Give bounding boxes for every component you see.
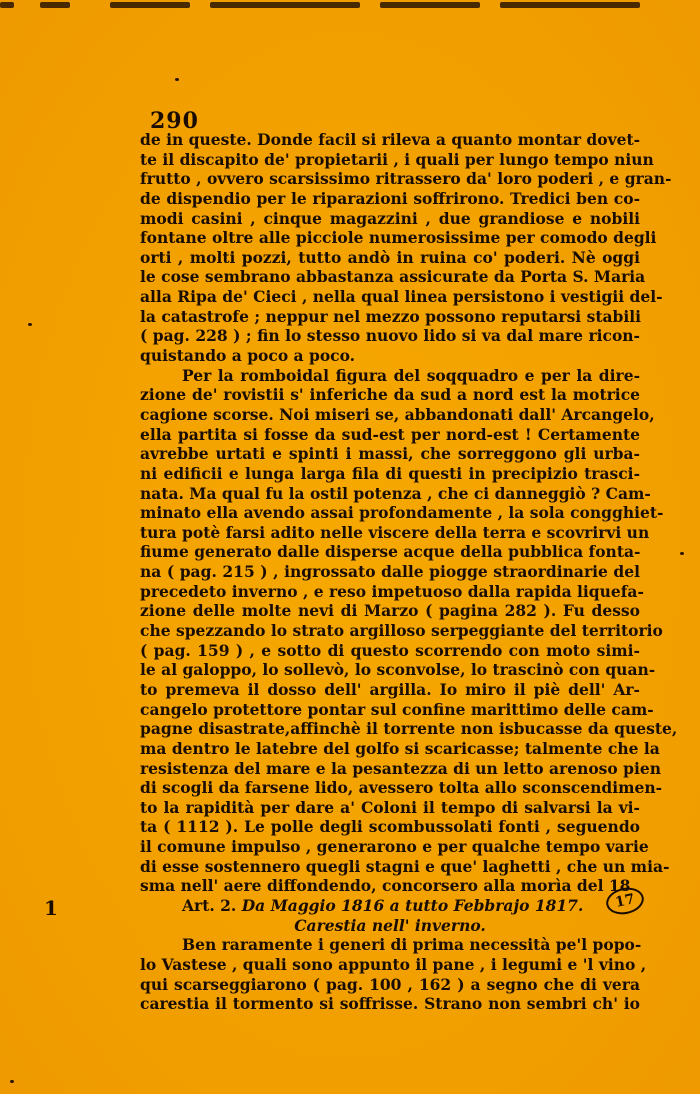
article-heading: [140, 896, 640, 916]
text-line: frutto , ovvero scarsissimo ritrassero da' loro poderi , e gran-: [140, 169, 672, 189]
text-line: Ben raramente i generi di prima necessità pe'l popo-: [182, 935, 642, 955]
text-line: che spezzando lo strato argilloso serpeggiante del territorio: [140, 621, 663, 641]
text-line: to premeva il dosso dell' argilla. Io miro il piè dell' Ar-: [140, 679, 640, 699]
text-line: na ( pag. 215 ) , ingrossato dalle piogge straordinarie del: [140, 562, 640, 582]
text-line: quistando a poco a poco.: [140, 346, 356, 366]
ink-speck: [28, 323, 32, 326]
text-line: te il discapito de' propietarii , i quali per lungo tempo niun: [140, 149, 654, 169]
text-line: carestia il tormento si soffrisse. Strano non sembri ch' io: [140, 994, 640, 1014]
text-line: orti , molti pozzi, tutto andò in ruina co' poderi. Nè oggi: [140, 247, 640, 267]
text-line: avrebbe urtati e spinti i massi, che sorreggono gli urba-: [140, 444, 640, 464]
text-line: de in queste. Donde facil si rileva a quanto montar dovet-: [140, 130, 641, 149]
text-line: fontane oltre alle picciole numerosissime per comodo degli: [140, 228, 657, 248]
ink-speck: [680, 552, 684, 555]
text-line: ( pag. 159 ) , e sotto di questo scorrendo con moto simi-: [140, 640, 640, 660]
text-line: cagione scorse. Noi miseri se, abbandonati dall' Arcangelo,: [140, 404, 655, 424]
ink-speck: [175, 78, 179, 81]
text-line: qui scarseggiarono ( pag. 100 , 162 ) a segno che di vera: [140, 974, 640, 994]
text-line: resistenza del mare e la pesantezza di un letto arenoso pien: [140, 758, 661, 778]
text-line: ( pag. 228 ) ; fin lo stesso nuovo lido si va dal mare ricon-: [140, 326, 640, 346]
circled-number-stamp: 17: [604, 884, 647, 917]
text-line: ma dentro le latebre del golfo si scaricasse; talmente che la: [140, 738, 660, 758]
text-line: ni edificii e lunga larga fila di questi in precipizio trasci-: [140, 463, 640, 483]
top-border-rule: [0, 0, 700, 14]
page-number: 290: [150, 108, 199, 134]
margin-mark: 1: [44, 896, 58, 920]
article-dates: Da Maggio 1816 a tutto Febbrajo 1817.: [241, 895, 584, 915]
text-line: sma nell' aere diffondendo, concorsero alla morìa del 18: [140, 876, 631, 896]
text-line: ella partita si fosse da sud-est per nord-est ! Certamente: [140, 424, 640, 444]
ink-speck: [10, 1080, 14, 1083]
text-line: pagne disastrate,affinchè il torrente non isbucasse da queste,: [140, 719, 678, 739]
text-line: zione de' rovistii s' inferiche da sud a nord est la motrice: [140, 385, 640, 405]
text-line: fiume generato dalle disperse acque della pubblica fonta-: [140, 542, 641, 562]
section-subheading: Carestia nell' inverno.: [294, 915, 486, 935]
text-line: la catastrofe ; neppur nel mezzo possono reputarsi stabili: [140, 306, 642, 326]
text-line: nata. Ma qual fu la ostil potenza , che ci danneggiò ? Cam-: [140, 483, 651, 503]
text-line: precedeto inverno , e reso impetuoso dalla rapida liquefa-: [140, 581, 644, 601]
text-line: le cose sembrano abbastanza assicurate da Porta S. Maria: [140, 267, 646, 287]
text-line: il comune impulso , generarono e per qualche tempo varie: [140, 837, 649, 857]
text-line: to la rapidità per dare a' Coloni il tempo di salvarsi la vi-: [140, 797, 640, 817]
text-line: de dispendio per le riparazioni soffrirono. Tredici ben co-: [140, 188, 640, 208]
text-line: cangelo protettore pontar sul confine marittimo delle cam-: [140, 699, 654, 719]
text-line: minato ella avendo assai profondamente , la sola congghiet-: [140, 503, 664, 523]
article-number: Art. 2.: [182, 895, 237, 915]
body-text: [140, 130, 678, 1014]
text-line: le al galoppo, lo sollevò, lo sconvolse, lo trascinò con quan-: [140, 660, 656, 680]
text-line: alla Ripa de' Cieci , nella qual linea persistono i vestigii del-: [140, 287, 663, 307]
text-line: di scogli da farsene lido, avessero tolta allo sconscendimen-: [140, 778, 663, 798]
text-line: zione delle molte nevi di Marzo ( pagina 282 ). Fu desso: [140, 601, 640, 621]
text-line: ta ( 1112 ). Le polle degli scombussolati fonti , seguendo: [140, 817, 640, 837]
text-line: lo Vastese , quali sono appunto il pane , i legumi e 'l vino ,: [140, 954, 647, 974]
text-line: modi casini , cinque magazzini , due grandiose e nobili: [140, 208, 640, 228]
text-line: di esse sostennero quegli stagni e que' laghetti , che un mia-: [140, 856, 670, 876]
text-line: tura potè farsi adito nelle viscere della terra e scovrirvi un: [140, 522, 650, 542]
text-line: Per la romboidal figura del soqquadro e per la dire-: [182, 365, 640, 385]
